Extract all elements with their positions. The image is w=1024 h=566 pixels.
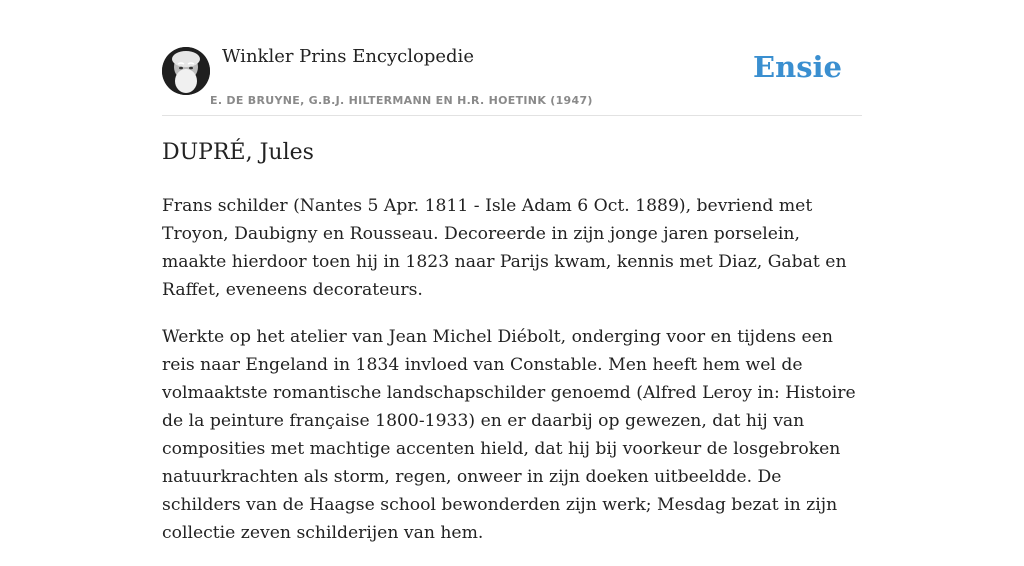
site-header [162,0,862,116]
entry-paragraph-1: Frans schilder (Nantes 5 Apr. 1811 - Isle Adam 6 Oct. 1889), bevriend met Troyon, Daubigny en Rousseau. Decoreerde in zijn jonge jaren porselein, maakte hierdoor toen hij in 1823 naar Parijs kwam, kennis met Diaz, Gabat en Raffet, eveneens decorateurs. [162,196,847,300]
authors-credit: E. DE BRUYNE, G.B.J. HILTERMANN EN H.R. HOETINK (1947) [210,94,593,107]
entry-title: DUPRÉ, Jules [162,140,314,165]
site-title[interactable]: Winkler Prins Encyclopedie [222,46,474,67]
author-portrait-avatar [162,47,210,95]
portrait-image [162,47,210,95]
entry-paragraph-2: Werkte op het atelier van Jean Michel Diébolt, onderging voor en tijdens een reis naar Engeland in 1834 invloed van Constable. Men heeft hem wel de volmaaktste romantische landschapschilder genoemd (Alfred Leroy in: Histoire de la peinture française 1800-1933) en er daarbij op gewezen, dat hij van composities met machtige accenten hield, dat hij bij voorkeur de losgebroken natuurkrachten als storm, regen, onweer in zijn doeken uitbeeldde. De schilders van de Haagse school bewonderden zijn werk; Mesdag bezat in zijn collectie zeven schilderijen van hem. [162,327,856,543]
entry-body [162,192,862,566]
brand-logo-link[interactable]: Ensie [753,50,842,84]
page [162,0,862,543]
